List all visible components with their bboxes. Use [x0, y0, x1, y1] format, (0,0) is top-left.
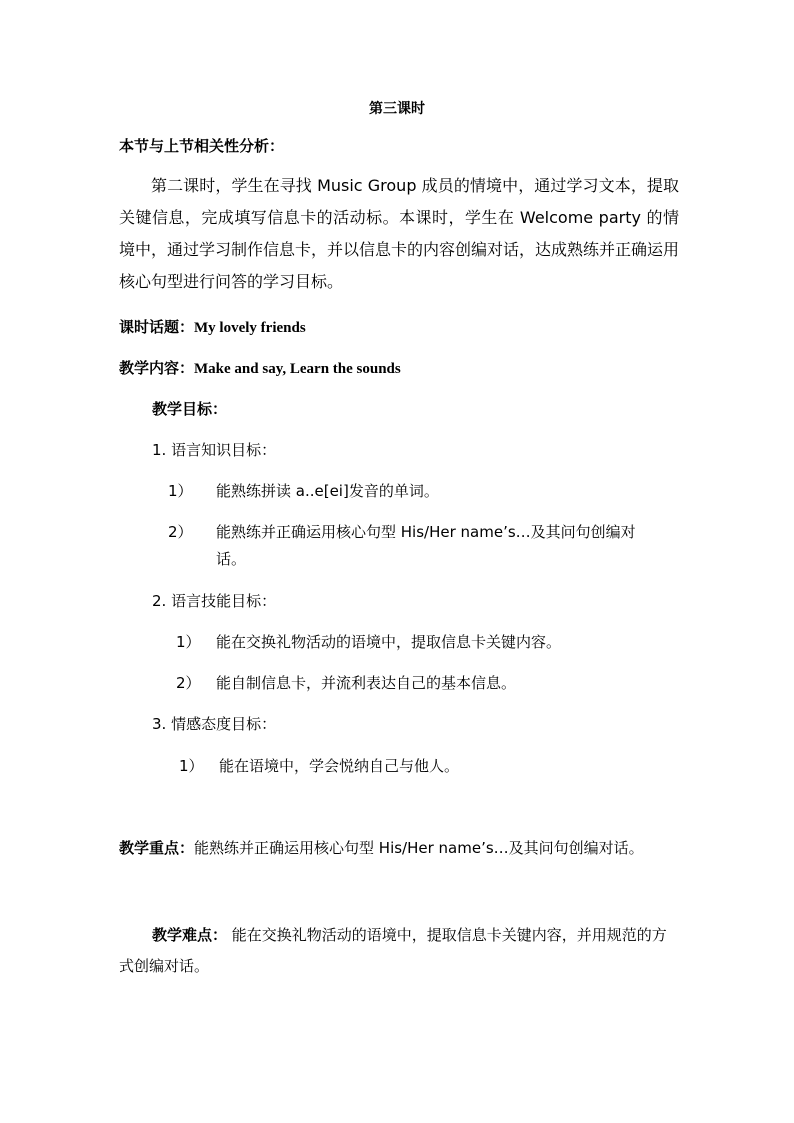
- skills-item-2-num: 2）: [176, 674, 201, 692]
- attitude-heading: 3. 情感态度目标：: [152, 715, 277, 733]
- skills-item-2: [176, 673, 516, 693]
- attitude-item-1-text: 能在语境中，学会悦纳自己与他人。: [219, 757, 460, 775]
- skills-item-1: [176, 632, 561, 652]
- objectives-heading: 教学目标：: [152, 400, 228, 418]
- content-line: [119, 358, 401, 379]
- key-point-label: 教学重点：: [119, 839, 195, 857]
- knowledge-item-2-cont: 话。: [216, 550, 247, 568]
- attitude-item-1-num: 1）: [179, 757, 204, 775]
- skills-heading: 2. 语言技能目标：: [152, 592, 277, 610]
- skills-item-1-num: 1）: [176, 633, 201, 651]
- knowledge-item-2-num: 2）: [168, 523, 193, 541]
- relevance-paragraph: 第二课时，学生在寻找 Music Group 成员的情境中，通过学习文本，提取关键信息，完成填写信息卡的活动标。本课时，学生在 Welcome party 的情境中，通过学习制作信息卡，并以信息卡的内容创编对话，达成熟练并正确运用核心句型进行问答的学习目标。: [119, 176, 680, 291]
- knowledge-item-1-num: 1）: [168, 482, 193, 500]
- content-value: Make and say, Learn the sounds: [194, 361, 401, 377]
- difficulty-label: 教学难点：: [152, 926, 228, 944]
- attitude-item-1: [179, 756, 459, 776]
- skills-item-2-text: 能自制信息卡，并流利表达自己的基本信息。: [216, 674, 517, 692]
- difficulty-paragraph: [119, 920, 679, 982]
- topic-value: My lovely friends: [194, 320, 306, 336]
- content-label: 教学内容：: [119, 359, 195, 377]
- knowledge-item-1-text: 能熟练拼读 a..e[ei]发音的单词。: [216, 482, 439, 500]
- knowledge-item-2: [168, 522, 636, 542]
- page-title: 第三课时: [369, 101, 425, 117]
- key-point-text: 能熟练并正确运用核心句型 His/Her name’s…及其问句创编对话。: [194, 839, 644, 857]
- knowledge-item-1: [168, 481, 439, 501]
- difficulty-text: 能在交换礼物活动的语境中，提取信息卡关键内容，并用规范的方式创编对话。: [119, 926, 667, 975]
- skills-item-1-text: 能在交换礼物活动的语境中，提取信息卡关键内容。: [216, 633, 562, 651]
- knowledge-item-2-text: 能熟练并正确运用核心句型 His/Her name’s…及其问句创编对: [216, 523, 636, 541]
- key-point-line: [119, 838, 644, 858]
- topic-label: 课时话题：: [119, 318, 195, 336]
- knowledge-heading: 1. 语言知识目标：: [152, 441, 277, 459]
- topic-line: [119, 317, 306, 338]
- relevance-heading: 本节与上节相关性分析：: [119, 137, 285, 155]
